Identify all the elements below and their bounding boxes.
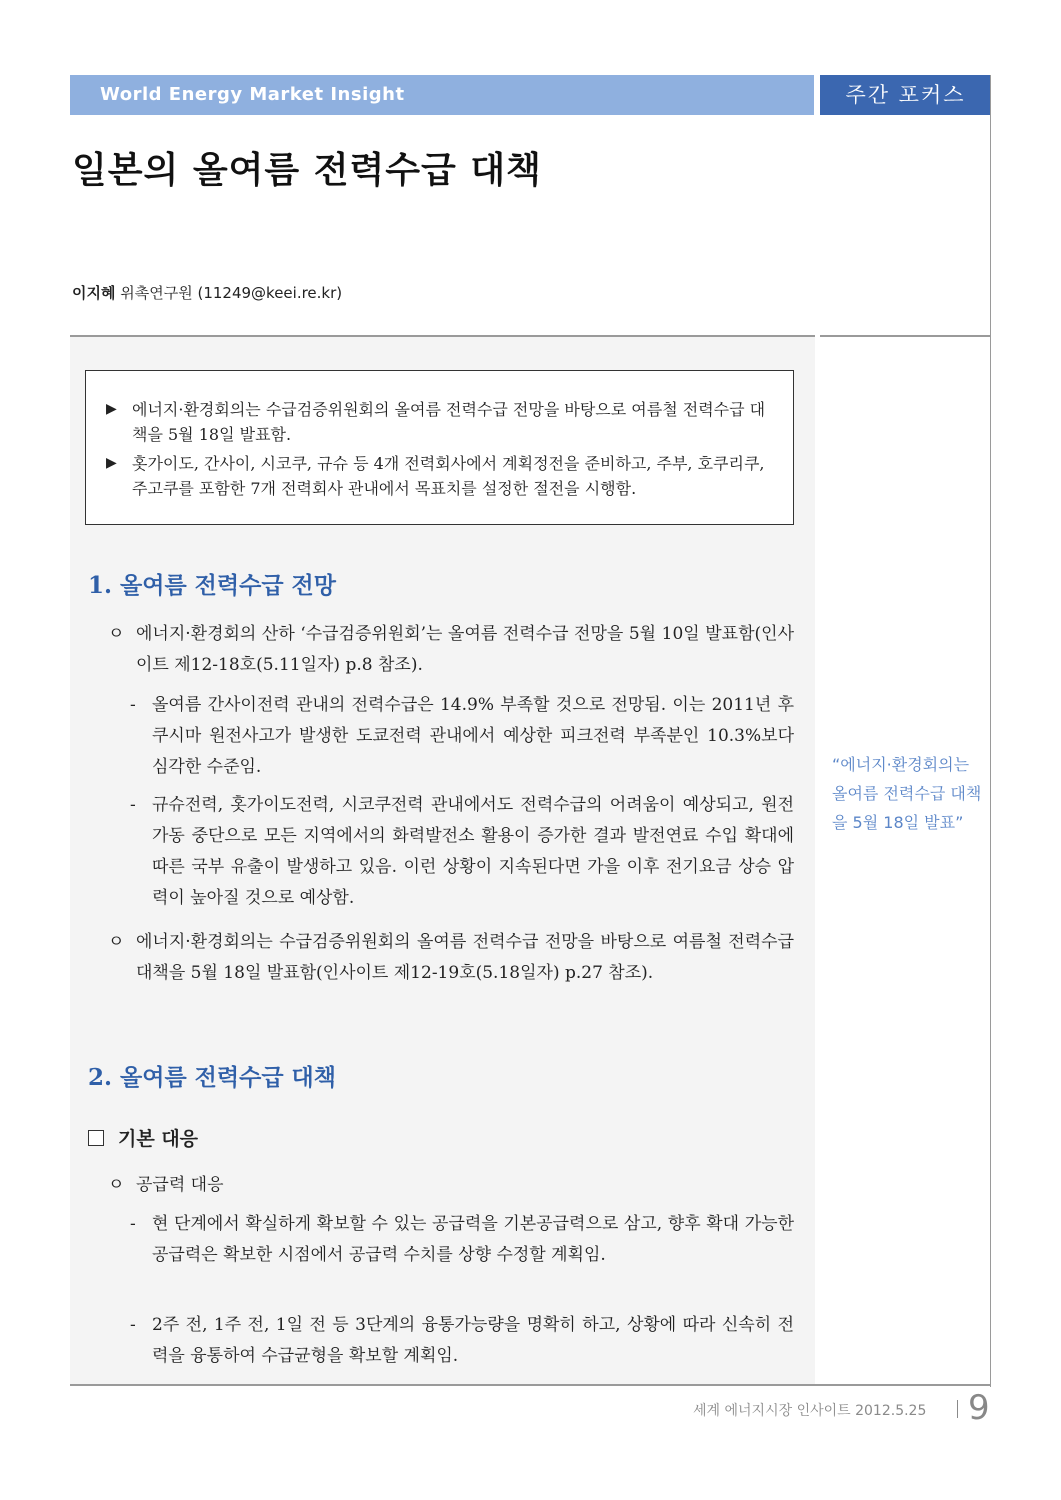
dash-bullet-icon: - bbox=[130, 1214, 136, 1234]
paragraph-text: 에너지·환경회의 산하 ‘수급검증위원회’는 올여름 전력수급 전망을 5월 10일 발표함(인사이트 제12-18호(5.11일자) p.8 참조). bbox=[136, 624, 794, 675]
paragraph-text: 공급력 대응 bbox=[136, 1175, 224, 1195]
body-paragraph bbox=[108, 619, 794, 681]
summary-text: 홋가이도, 간사이, 시코쿠, 규슈 등 4개 전력회사에서 계획정전을 준비하고, 주부, 호쿠리쿠, 주고쿠를 포함한 7개 전력회사 관내에서 목표치를 설정한 절전을 시행함. bbox=[132, 454, 765, 498]
bottom-divider bbox=[70, 1384, 991, 1386]
author-role-contact: 위촉연구원 (11249@keei.re.kr) bbox=[120, 284, 343, 302]
paragraph-text: 2주 전, 1주 전, 1일 전 등 3단계의 융통가능량을 명확히 하고, 상황에 따라 신속히 전력을 융통하여 수급균형을 확보할 계획임. bbox=[152, 1315, 794, 1366]
triangle-bullet-icon: ▶ bbox=[106, 455, 117, 471]
subsection-title: 기본 대응 bbox=[118, 1128, 199, 1150]
body-subparagraph bbox=[130, 690, 794, 783]
top-divider-side bbox=[820, 335, 991, 337]
header-brand-label: World Energy Market Insight bbox=[100, 84, 405, 105]
page-number: 9 bbox=[968, 1388, 990, 1428]
paragraph-text: 에너지·환경회의는 수급검증위원회의 올여름 전력수급 전망을 바탕으로 여름철 전력수급 대책을 5월 18일 발표함(인사이트 제12-19호(5.18일자) p.27 참조). bbox=[136, 932, 794, 983]
header-brand-bar bbox=[70, 75, 814, 115]
body-paragraph bbox=[108, 1170, 794, 1201]
circle-bullet-icon: ㅇ bbox=[108, 932, 125, 952]
page-title: 일본의 올여름 전력수급 대책 bbox=[72, 150, 542, 191]
section-heading: 2. 올여름 전력수급 대책 bbox=[88, 1064, 336, 1091]
paragraph-text: 올여름 간사이전력 관내의 전력수급은 14.9% 부족할 것으로 전망됨. 이는 2011년 후쿠시마 원전사고가 발생한 도쿄전력 관내에서 예상한 피크전력 부족분인 10.3%보다 심각한 수준임. bbox=[152, 695, 794, 777]
summary-box bbox=[85, 370, 794, 525]
checkbox-icon bbox=[88, 1130, 104, 1146]
dash-bullet-icon: - bbox=[130, 1315, 136, 1335]
summary-text: 에너지·환경회의는 수급검증위원회의 올여름 전력수급 전망을 바탕으로 여름철 전력수급 대책을 5월 18일 발표함. bbox=[132, 400, 766, 444]
footer-separator bbox=[957, 1400, 958, 1418]
dash-bullet-icon: - bbox=[130, 695, 136, 715]
body-subparagraph bbox=[130, 790, 794, 914]
circle-bullet-icon: ㅇ bbox=[108, 1175, 125, 1195]
subsection-heading bbox=[88, 1124, 198, 1151]
author-line bbox=[72, 282, 342, 303]
header-section-tab bbox=[820, 75, 991, 115]
paragraph-text: 현 단계에서 확실하게 확보할 수 있는 공급력을 기본공급력으로 삼고, 향후 확대 가능한 공급력은 확보한 시점에서 공급력 수치를 상향 수정할 계획임. bbox=[152, 1214, 794, 1265]
body-subparagraph bbox=[130, 1310, 794, 1372]
pull-quote: “에너지·환경회의는 올여름 전력수급 대책을 5월 18일 발표” bbox=[832, 755, 982, 832]
dash-bullet-icon: - bbox=[130, 795, 136, 815]
summary-item bbox=[106, 397, 777, 447]
triangle-bullet-icon: ▶ bbox=[106, 401, 117, 417]
section-heading: 1. 올여름 전력수급 전망 bbox=[88, 572, 336, 599]
header-section-label: 주간 포커스 bbox=[845, 83, 966, 107]
summary-item bbox=[106, 451, 777, 501]
paragraph-text: 규슈전력, 홋가이도전력, 시코쿠전력 관내에서도 전력수급의 어려움이 예상되고, 원전 가동 중단으로 모든 지역에서의 화력발전소 활용이 증가한 결과 발전연료 수입 확대에 따른 국부 유출이 발생하고 있음. 이런 상황이 지속된다면 가을 이후 전기요금 상승 압력이 높아질 것으로 예상함. bbox=[152, 795, 794, 908]
right-divider bbox=[990, 75, 991, 1387]
body-subparagraph bbox=[130, 1209, 794, 1271]
circle-bullet-icon: ㅇ bbox=[108, 624, 125, 644]
author-name: 이지혜 bbox=[72, 284, 116, 302]
body-paragraph bbox=[108, 927, 794, 989]
footer-publication: 세계 에너지시장 인사이트 2012.5.25 bbox=[693, 1403, 927, 1419]
